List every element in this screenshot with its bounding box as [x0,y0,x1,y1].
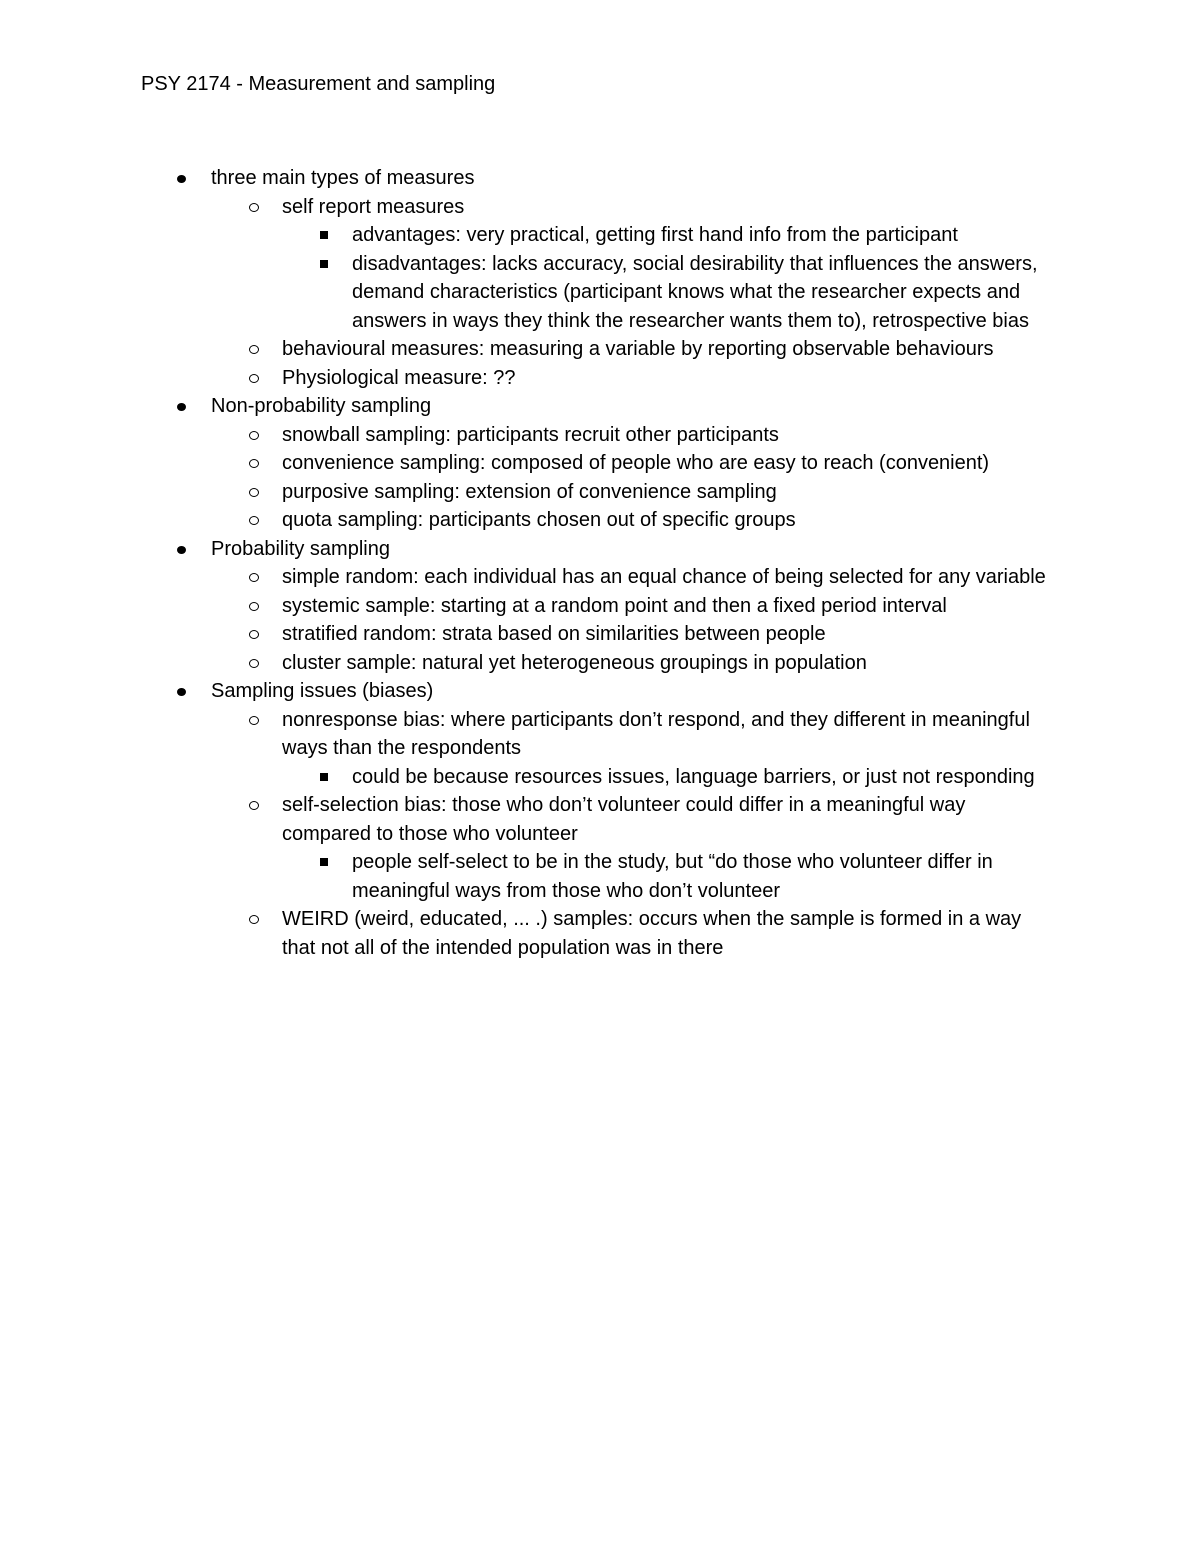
outline-item-text: snowball sampling: participants recruit other participants [282,423,779,446]
circle-bullet-icon [249,915,259,924]
outline-item-text: quota sampling: participants chosen out of specific groups [282,509,796,531]
outline-item-level-3 [0,221,1052,250]
outline-item-text: Sampling issues (biases) [211,680,434,702]
circle-bullet-icon [249,374,259,383]
outline-item-level-1 [0,164,1051,193]
square-bullet-icon [320,773,328,781]
circle-bullet-icon [249,716,259,725]
outline-item-level-2 [0,563,1052,592]
disc-bullet-icon [177,175,186,183]
outline-item-text: people self-select to be in the study, but “do those who volunteer differ in meaningful ways from those who don’t volunteer [352,851,993,902]
outline-item-level-2 [0,706,1052,763]
outline-item-level-1 [0,677,1051,706]
outline-item-text: cluster sample: natural yet heterogeneous groupings in population [282,651,867,674]
circle-bullet-icon [249,431,259,440]
disc-bullet-icon [177,403,186,411]
disc-bullet-icon [177,546,186,554]
outline-item-text: behavioural measures: measuring a variable by reporting observable behaviours [282,338,994,360]
outline-item-level-2 [0,364,1052,393]
outline-item-text: self-selection bias: those who don’t volunteer could differ in a meaningful way compared to those who volunteer [282,794,966,845]
outline-item-text: Physiological measure: ?? [282,366,516,389]
notes-outline [0,164,1200,962]
circle-bullet-icon [249,630,259,639]
outline-item-level-3 [0,763,1052,792]
outline-item-text: simple random: each individual has an equal chance of being selected for any variable [282,566,1046,588]
outline-item-level-2 [0,905,1052,962]
outline-item-text: convenience sampling: composed of people who are easy to reach (convenient) [282,452,990,474]
outline-item-level-1 [0,392,1051,421]
square-bullet-icon [320,260,328,268]
circle-bullet-icon [249,345,259,354]
outline-item-level-3 [0,848,1052,905]
outline-item-text: self report measures [282,195,465,218]
document-title: PSY 2174 - Measurement and sampling [141,73,496,95]
outline-item-level-2 [0,649,1052,678]
outline-item-level-2 [0,421,1052,450]
outline-item-text: WEIRD (weird, educated, ... .) samples: occurs when the sample is formed in a way that not all of the intended population was in there [282,908,1022,959]
circle-bullet-icon [249,801,259,810]
outline-item-text: disadvantages: lacks accuracy, social desirability that influences the answers, demand characteristics (participant knows what the researcher expects and answers in ways they think the researcher wants them to), retrospective bias [352,252,1038,332]
circle-bullet-icon [249,488,259,497]
outline-item-text: three main types of measures [211,167,475,189]
circle-bullet-icon [249,602,259,611]
outline-item-text: nonresponse bias: where participants don’t respond, and they different in meaningful ways than the respondents [282,708,1030,759]
square-bullet-icon [320,858,328,866]
outline-item-text: systemic sample: starting at a random point and then a fixed period interval [282,594,947,617]
outline-item-text: purposive sampling: extension of convenience sampling [282,480,777,503]
circle-bullet-icon [249,459,259,468]
outline-item-level-2 [0,193,1052,222]
outline-item-level-2 [0,506,1052,535]
square-bullet-icon [320,231,328,239]
outline-item-level-2 [0,592,1052,621]
outline-item-text: Probability sampling [211,537,390,560]
outline-item-level-2 [0,791,1052,848]
outline-item-text: could be because resources issues, language barriers, or just not responding [352,765,1035,788]
outline-item-text: Non-probability sampling [211,395,432,417]
outline-item-text: advantages: very practical, getting first hand info from the participant [352,224,958,246]
outline-item-level-3 [0,250,1052,336]
outline-item-text: stratified random: strata based on similarities between people [282,623,826,645]
outline-item-level-2 [0,449,1052,478]
circle-bullet-icon [249,516,259,525]
outline-item-level-2 [0,335,1052,364]
circle-bullet-icon [249,573,259,582]
circle-bullet-icon [249,659,259,668]
circle-bullet-icon [249,203,259,212]
outline-item-level-1 [0,535,1051,564]
outline-item-level-2 [0,478,1052,507]
disc-bullet-icon [177,688,186,696]
outline-item-level-2 [0,620,1052,649]
